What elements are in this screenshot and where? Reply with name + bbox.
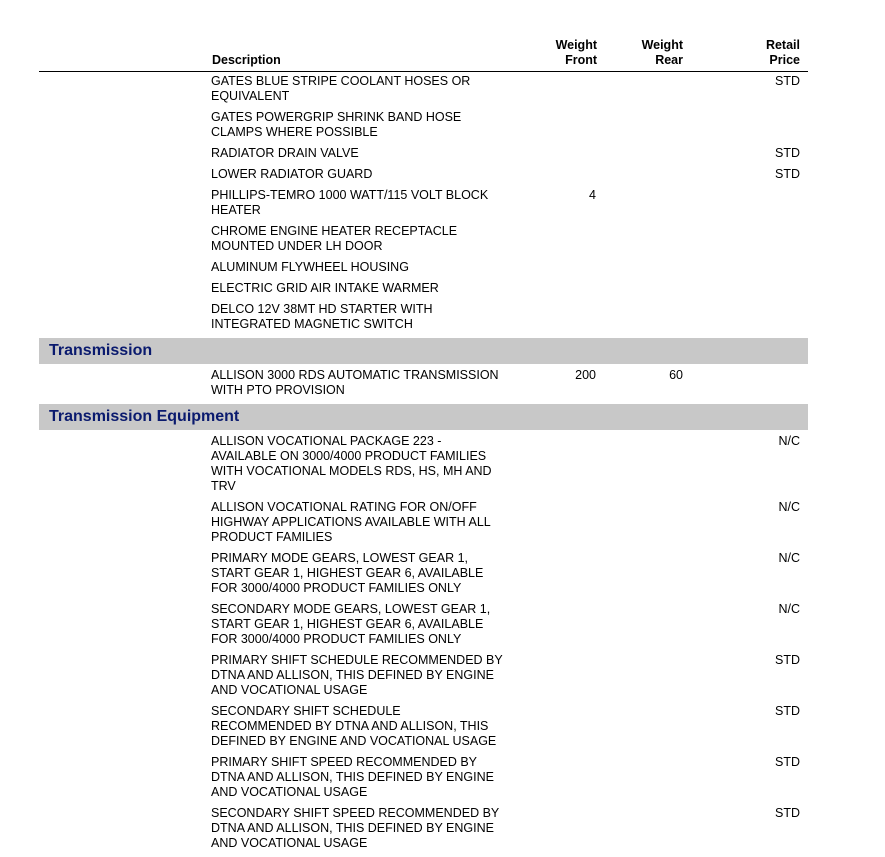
- item-weight-rear: 60: [669, 368, 683, 382]
- item-retail-price: STD: [775, 806, 800, 820]
- item-weight-front: 4: [589, 188, 596, 202]
- table-row: [39, 368, 808, 398]
- transmission-items-list: [39, 368, 808, 398]
- item-description: PHILLIPS-TEMRO 1000 WATT/115 VOLT BLOCK HEATER: [211, 188, 489, 217]
- table-row: [39, 500, 808, 545]
- item-description: ALLISON VOCATIONAL PACKAGE 223 - AVAILABLE ON 3000/4000 PRODUCT FAMILIES WITH VOCATIONAL MODELS RDS, HS, MH AND TRV: [211, 434, 492, 493]
- table-row: [39, 755, 808, 800]
- item-description: SECONDARY MODE GEARS, LOWEST GEAR 1, START GEAR 1, HIGHEST GEAR 6, AVAILABLE FOR 3000/4000 PRODUCT FAMILIES ONLY: [211, 602, 491, 646]
- transmission-equipment-items-list: [39, 434, 808, 851]
- item-retail-price: N/C: [778, 602, 800, 616]
- table-row: [39, 167, 808, 182]
- item-description: LOWER RADIATOR GUARD: [211, 167, 373, 181]
- table-row: [39, 602, 808, 647]
- table-row: [39, 653, 808, 698]
- table-row: [39, 110, 808, 140]
- item-description: SECONDARY SHIFT SPEED RECOMMENDED BY DTNA AND ALLISON, THIS DEFINED BY ENGINE AND VOCATIONAL USAGE: [211, 806, 500, 850]
- table-row: [39, 434, 808, 494]
- item-retail-price: STD: [775, 74, 800, 88]
- column-header-row: [39, 38, 808, 72]
- table-row: [39, 806, 808, 851]
- item-description: ELECTRIC GRID AIR INTAKE WARMER: [211, 281, 439, 295]
- table-row: [39, 551, 808, 596]
- column-header-weight-front: Weight Front: [555, 38, 597, 67]
- item-description: PRIMARY MODE GEARS, LOWEST GEAR 1, START GEAR 1, HIGHEST GEAR 6, AVAILABLE FOR 3000/4000 PRODUCT FAMILIES ONLY: [211, 551, 484, 595]
- item-weight-front: 200: [575, 368, 596, 382]
- item-description: CHROME ENGINE HEATER RECEPTACLE MOUNTED UNDER LH DOOR: [211, 224, 458, 253]
- item-retail-price: STD: [775, 146, 800, 160]
- section-title: Transmission: [49, 342, 153, 359]
- table-row: [39, 704, 808, 749]
- table-row: [39, 74, 808, 104]
- column-header-description: Description: [212, 53, 281, 67]
- column-header-retail-price: Retail Price: [765, 38, 800, 67]
- item-description: RADIATOR DRAIN VALVE: [211, 146, 359, 160]
- item-description: ALUMINUM FLYWHEEL HOUSING: [211, 260, 409, 274]
- item-description: GATES POWERGRIP SHRINK BAND HOSE CLAMPS WHERE POSSIBLE: [211, 110, 462, 139]
- item-retail-price: STD: [775, 704, 800, 718]
- table-row: [39, 146, 808, 161]
- section-header-transmission-equipment: [39, 404, 808, 430]
- spec-sheet: [39, 38, 808, 857]
- item-description: DELCO 12V 38MT HD STARTER WITH INTEGRATED MAGNETIC SWITCH: [211, 302, 433, 331]
- item-description: ALLISON 3000 RDS AUTOMATIC TRANSMISSION WITH PTO PROVISION: [211, 368, 499, 397]
- item-retail-price: STD: [775, 755, 800, 769]
- item-description: SECONDARY SHIFT SCHEDULE RECOMMENDED BY DTNA AND ALLISON, THIS DEFINED BY ENGINE AND VOCATIONAL USAGE: [211, 704, 497, 748]
- item-retail-price: N/C: [778, 434, 800, 448]
- table-row: [39, 281, 808, 296]
- table-row: [39, 302, 808, 332]
- section-title: Transmission Equipment: [49, 408, 240, 425]
- section-header-transmission: [39, 338, 808, 364]
- item-description: GATES BLUE STRIPE COOLANT HOSES OR EQUIVALENT: [211, 74, 471, 103]
- item-retail-price: STD: [775, 167, 800, 181]
- item-description: PRIMARY SHIFT SPEED RECOMMENDED BY DTNA AND ALLISON, THIS DEFINED BY ENGINE AND VOCATIONAL USAGE: [211, 755, 494, 799]
- item-retail-price: N/C: [778, 551, 800, 565]
- table-row: [39, 224, 808, 254]
- table-row: [39, 260, 808, 275]
- engine-items-list: [39, 74, 808, 332]
- item-description: ALLISON VOCATIONAL RATING FOR ON/OFF HIGHWAY APPLICATIONS AVAILABLE WITH ALL PRODUCT FAMILIES: [211, 500, 491, 544]
- column-header-weight-rear: Weight Rear: [641, 38, 683, 67]
- table-row: [39, 188, 808, 218]
- item-description: PRIMARY SHIFT SCHEDULE RECOMMENDED BY DTNA AND ALLISON, THIS DEFINED BY ENGINE AND VOCATIONAL USAGE: [211, 653, 503, 697]
- item-retail-price: N/C: [778, 500, 800, 514]
- item-retail-price: STD: [775, 653, 800, 667]
